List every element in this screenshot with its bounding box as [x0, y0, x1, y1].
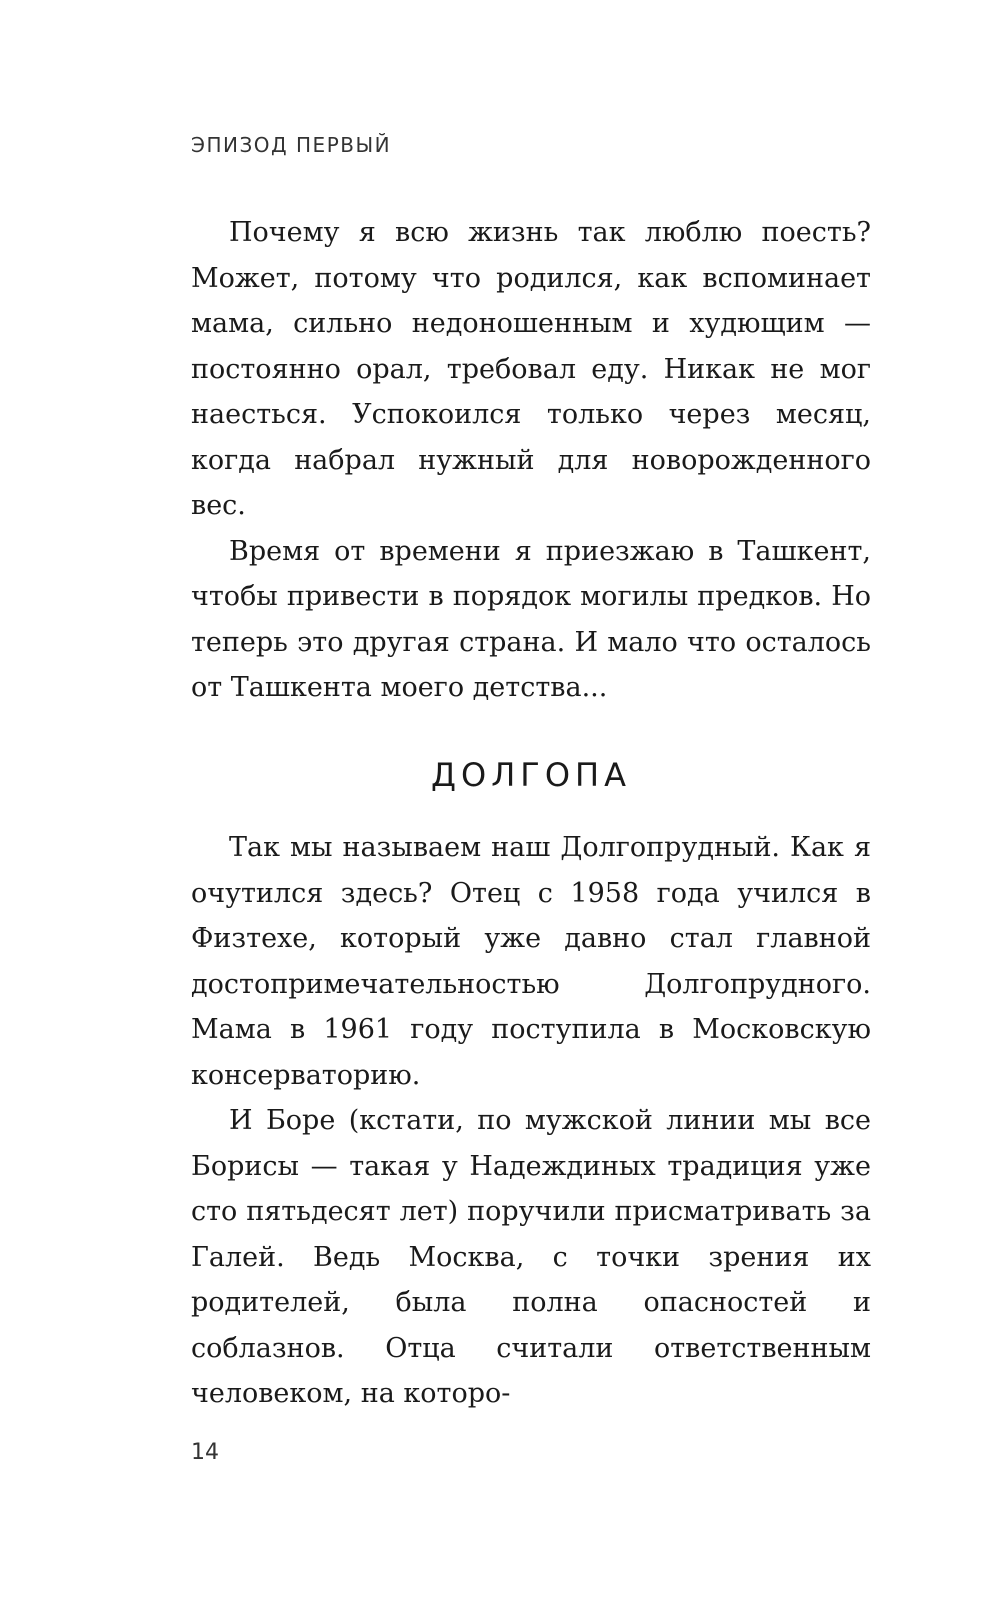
body-text-section-1: [191, 210, 871, 711]
running-head: ЭПИЗОД ПЕРВЫЙ: [191, 133, 392, 157]
page-number: 14: [191, 1440, 219, 1465]
section-title: ДОЛГОПА: [431, 756, 631, 794]
paragraph: И Боре (кстати, по мужской линии мы все Борисы — такая у Надеждиных традиция уже сто пятьдесят лет) поручили присматривать за Галей. Ведь Москва, с точки зрения их родителей, была полна опасностей и соблазнов. Отца считали ответственным человеком, на которо-: [191, 1105, 871, 1409]
body-text-section-2: [191, 825, 871, 1417]
paragraph: Время от времени я приезжаю в Ташкент, чтобы привести в порядок могилы предков. Но теперь это другая страна. И мало что осталось от Ташкента моего детства...: [191, 535, 871, 703]
paragraph: Так мы называем наш Долгопрудный. Как я очутился здесь? Отец с 1958 года учился в Физтехе, который уже давно стал главной достопримечательностью Долгопрудного. Мама в 1961 году поступила в Московскую консерваторию.: [191, 832, 871, 1091]
paragraph: Почему я всю жизнь так люблю поесть? Может, потому что родился, как вспоминает мама, сильно недоношенным и худющим — постоянно орал, требовал еду. Никак не мог наесться. Успокоился только через месяц, когда набрал нужный для новорожденного вес.: [191, 217, 871, 521]
